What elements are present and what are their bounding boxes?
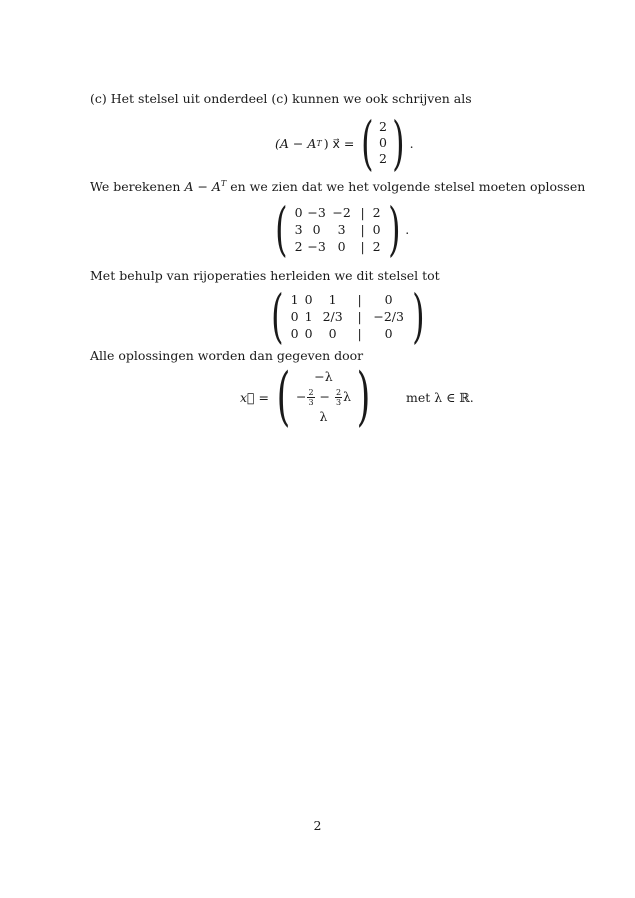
solution-equation	[240, 360, 474, 434]
left-paren: (	[271, 282, 284, 350]
solution-row: −λ	[314, 369, 333, 384]
matrix-body: 0 −3 −2 | 2 3 0 3 | 0 2 −3 0 | 2	[294, 204, 381, 254]
right-paren: )	[411, 282, 425, 350]
inline-math: A − A	[184, 179, 221, 195]
solution-vector	[296, 367, 351, 427]
equation-transpose: T	[316, 138, 322, 148]
paragraph-row-ops: Met behulp van rijoperaties herleiden we dit stelsel tot	[90, 268, 440, 283]
paragraph-solutions: Alle oplossingen worden dan gegeven door	[90, 348, 364, 363]
left-paren: (	[275, 195, 288, 263]
left-paren: (	[361, 109, 374, 177]
vector-entry: 0	[379, 135, 387, 150]
equation-rhs-part: ) x⃗ =	[323, 135, 355, 151]
matrix-body: 1 0 1 | 0 0 1 2/3 | −2/3 0 0 0 | 0	[290, 291, 404, 341]
matrix-trail: .	[405, 221, 410, 237]
paragraph-compute: We berekenen $A - A^T$ en we zien dat we het volgende stelsel moeten oplossen	[90, 179, 586, 195]
equation-trail: .	[409, 135, 414, 151]
equation-lhs: (A − A	[275, 135, 317, 151]
right-paren: )	[356, 360, 371, 434]
paragraph-intro: (c) Het stelsel uit onderdeel (c) kunnen we ook schrijven als	[90, 91, 472, 106]
right-paren: )	[392, 109, 405, 177]
vector-entry: 2	[379, 119, 387, 134]
augmented-matrix-1	[270, 195, 410, 263]
right-paren: )	[387, 195, 401, 263]
left-paren: (	[276, 360, 291, 434]
solution-lhs: x⃗ =	[240, 389, 269, 405]
equation-system	[275, 109, 414, 177]
vector-entry: 2	[379, 151, 387, 166]
augmented-matrix-2	[266, 282, 429, 350]
rhs-vector	[379, 119, 387, 167]
solution-condition: met λ ∈ ℝ.	[406, 389, 474, 405]
solution-row: λ	[319, 409, 328, 424]
page-number: 2	[313, 818, 322, 833]
solution-row: − $\frac{2}{3}$ − $\frac{2}{3}$ λ	[295, 388, 352, 407]
